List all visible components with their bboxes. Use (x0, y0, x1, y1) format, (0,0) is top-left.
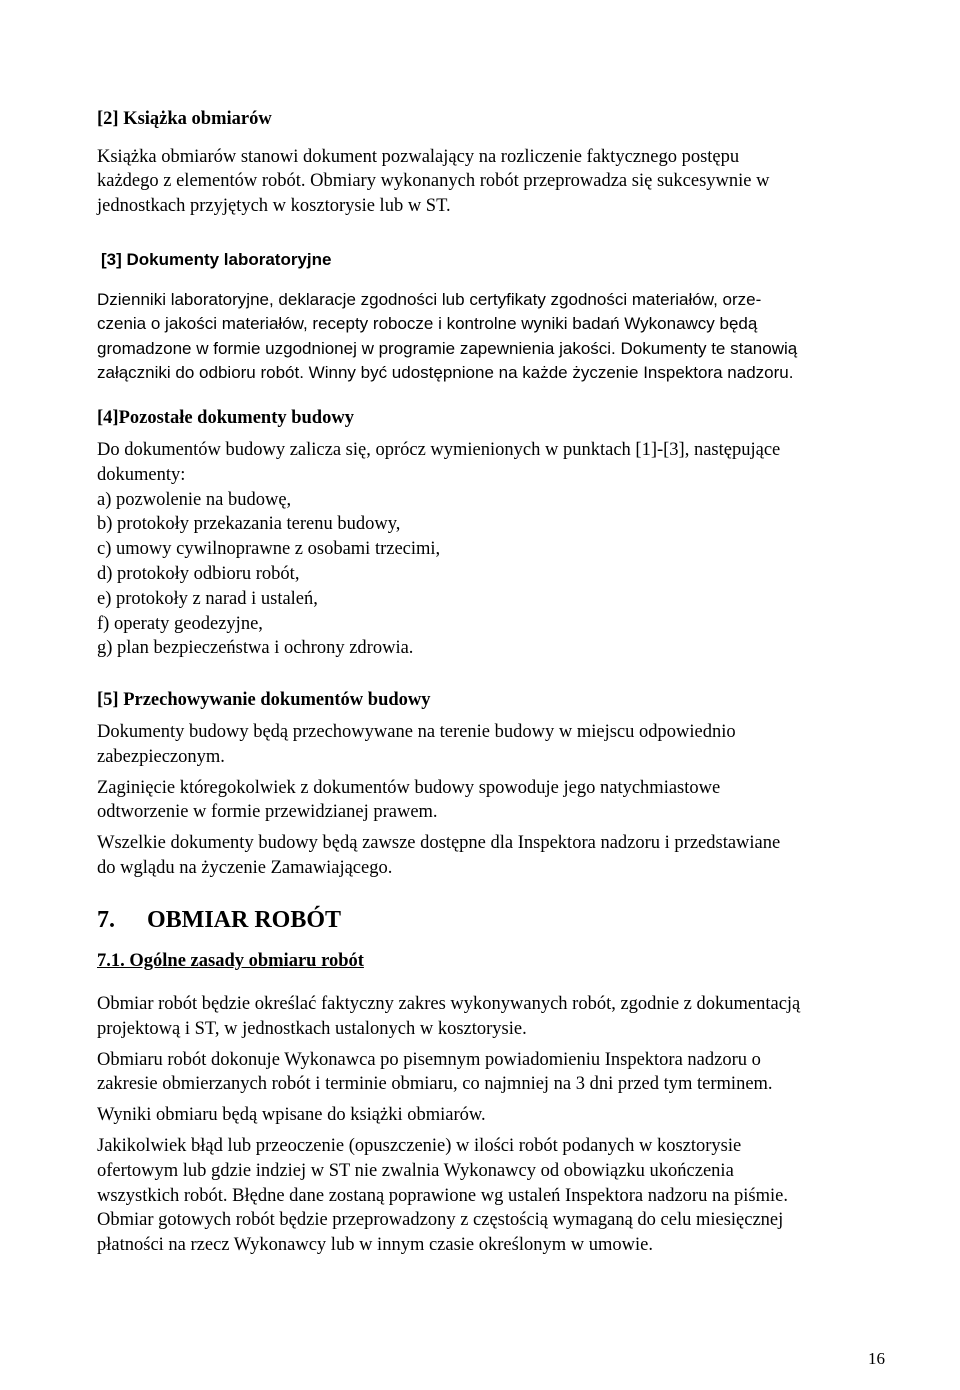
list-item: b) protokoły przekazania terenu budowy, (97, 514, 401, 535)
text-line: dokumenty: (97, 464, 186, 485)
section-2-heading: [2] Książka obmiarów (97, 109, 272, 129)
documents-list (97, 488, 897, 662)
text-line: jednostkach przyjętych w kosztorysie lub w ST. (97, 195, 451, 216)
section-7-1-paragraph (97, 992, 897, 1042)
text-line: Książka obmiarów stanowi dokument pozwalający na rozliczenie faktycznego postępu (97, 147, 740, 167)
text-line: Zaginięcie któregokolwiek z dokumentów budowy spowoduje jego natychmiastowe (97, 777, 721, 798)
section-4-heading: [4]Pozostałe dokumenty budowy (97, 408, 354, 428)
text-line: Obmiar gotowych robót będzie przeprowadzony z częstością wymaganą do celu miesięcznej (97, 1210, 784, 1231)
section-5-paragraph (97, 720, 897, 770)
chapter-title: OBMIAR ROBÓT (147, 907, 342, 933)
section-3-heading: [3] Dokumenty laboratoryjne (101, 250, 332, 269)
chapter-heading (97, 905, 877, 935)
text-line: Dokumenty budowy będą przechowywane na terenie budowy w miejscu odpowiednio (97, 722, 736, 742)
text-line: Obmiar robót będzie określać faktyczny zakres wykonywanych robót, zgodnie z dokumentacją (97, 994, 801, 1014)
chapter-number: 7. (97, 907, 115, 933)
section-3 (97, 248, 897, 386)
text-line: Jakikolwiek błąd lub przeoczenie (opuszczenie) w ilości robót podanych w kosztorysie (97, 1135, 742, 1156)
text-line: załączniki do odbioru robót. Winny być udostępnione na każde życzenie Inspektora nadzoru. (97, 363, 794, 383)
text-line: gromadzone w formie uzgodnionej w programie zapewnienia jakości. Dokumenty te stanowią (97, 338, 798, 358)
section-2 (97, 107, 877, 218)
text-line: każdego z elementów robót. Obmiary wykonanych robót przeprowadza się sukcesywnie w (97, 171, 770, 192)
list-item: f) operaty geodezyjne, (97, 613, 263, 634)
section-2-body (97, 145, 877, 218)
list-item: a) pozwolenie na budowę, (97, 489, 292, 510)
section-5 (97, 688, 897, 881)
text-line: Wyniki obmiaru będą wpisane do książki obmiarów. (97, 1105, 486, 1126)
text-line: do wglądu na życzenie Zamawiającego. (97, 857, 393, 878)
section-7-1-paragraph (97, 1048, 897, 1098)
text-line: zabezpieczonym. (97, 746, 225, 767)
text-line: wszystkich robót. Błędne dane zostaną poprawione wg ustaleń Inspektora nadzoru na piśmie. (97, 1185, 788, 1206)
text-line: zakresie obmierzanych robót i terminie obmiaru, co najmniej na 3 dni przed tym terminem. (97, 1074, 773, 1095)
section-5-heading: [5] Przechowywanie dokumentów budowy (97, 690, 431, 710)
text-line: Dzienniki laboratoryjne, deklaracje zgodności lub certyfikaty zgodności materiałów, orze- (97, 290, 762, 309)
section-5-paragraph (97, 831, 897, 881)
text-line: Obmiaru robót dokonuje Wykonawca po pisemnym powiadomieniu Inspektora nadzoru o (97, 1049, 761, 1070)
text-line: czenia o jakości materiałów, recepty robocze i kontrolne wyniki badań Wykonawcy będą (97, 314, 758, 334)
list-item: g) plan bezpieczeństwa i ochrony zdrowia. (97, 638, 414, 659)
text-line: Wszelkie dokumenty budowy będą zawsze dostępne dla Inspektora nadzoru i przedstawiane (97, 833, 781, 854)
section-7-1-heading: 7.1. Ogólne zasady obmiaru robót (97, 951, 364, 971)
text-line: ofertowym lub gdzie indziej w ST nie zwalnia Wykonawcy od obowiązku ukończenia (97, 1160, 734, 1181)
section-3-body (97, 288, 897, 386)
text-line: odtworzenie w formie przewidzianej prawem. (97, 802, 438, 823)
list-item: d) protokoły odbioru robót, (97, 563, 300, 584)
text-line: płatności na rzecz Wykonawcy lub w innym czasie określonym w umowie. (97, 1235, 653, 1256)
list-item: c) umowy cywilnoprawne z osobami trzecimi, (97, 539, 441, 560)
section-4 (97, 406, 897, 661)
section-7-1-paragraph (97, 1134, 897, 1258)
section-5-paragraph (97, 776, 897, 826)
section-4-intro (97, 438, 897, 488)
section-7-1 (97, 949, 897, 1258)
list-item: e) protokoły z narad i ustaleń, (97, 588, 318, 609)
page-number: 16 (868, 1349, 885, 1368)
section-7-1-paragraph (97, 1103, 897, 1128)
text-line: Do dokumentów budowy zalicza się, oprócz wymienionych w punktach [1]-[3], następujące (97, 440, 781, 460)
text-line: projektową i ST, w jednostkach ustalonych w kosztorysie. (97, 1018, 527, 1039)
